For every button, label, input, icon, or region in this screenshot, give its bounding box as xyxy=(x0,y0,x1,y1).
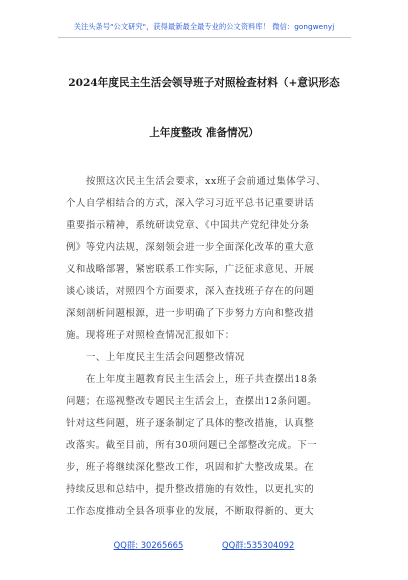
document-title-line-2: 上年度整改 准备情况） xyxy=(149,127,259,139)
document-title-line-1: 2024年度民主生活会领导班子对照检查材料（+意识形态 xyxy=(68,77,340,89)
body-line: 问题；在巡视整改专题民主生活会上，查摆出12条问题。 xyxy=(66,396,318,407)
body-line: 步，班子将继续深化整改工作，巩固和扩大整改成果。在 xyxy=(66,462,315,473)
body-line: 持续反思和总结中，提升整改措施的有效性，以更扎实的 xyxy=(66,484,315,495)
qq-group-link-1[interactable]: QQ群: 30265665 xyxy=(113,540,184,550)
body-line: 改落实。截至目前，所有30项问题已全部整改完成。下一 xyxy=(66,440,318,451)
body-line: 深刻剖析问题根源，进一步明确了下步努力方向和整改措 xyxy=(66,308,315,319)
body-line: 施。现将班子对照检查情况汇报如下： xyxy=(66,330,235,341)
body-line: 工作态度推动全县各项事业的发展，不断取得新的、更大 xyxy=(66,506,315,517)
qq-group-link-2[interactable]: QQ群:535304092 xyxy=(222,540,295,550)
section-heading: 一、上年度民主生活会问题整改情况 xyxy=(86,352,245,363)
body-line: 在上年度主题教育民主生活会上，班子共查摆出18条 xyxy=(86,374,318,385)
body-line: 按照这次民主生活会要求，xx班子会前通过集体学习、 xyxy=(86,176,326,187)
header-divider xyxy=(58,37,351,38)
body-line: 谈心谈话，对照四个方面要求，深入查找班子存在的问题 xyxy=(66,286,315,297)
body-line: 例》等党内法规，深刻领会进一步全面深化改革的重大意 xyxy=(66,242,315,253)
body-line: 个人自学相结合的方式，深入学习习近平总书记重要讲话 xyxy=(66,198,315,209)
body-line: 针对这些问题，班子逐条制定了具体的整改措施，认真整 xyxy=(66,418,315,429)
body-line: 重要指示精神，系统研读党章、《中国共产党纪律处分条 xyxy=(66,220,310,231)
footer-contacts xyxy=(0,539,408,551)
promo-header: 关注头条号"公文研究"，获得最新最全最专业的公文资料库！ 微信：gongwenyj xyxy=(73,22,335,31)
body-line: 义和战略部署，紧密联系工作实际，广泛征求意见、开展 xyxy=(66,264,315,275)
